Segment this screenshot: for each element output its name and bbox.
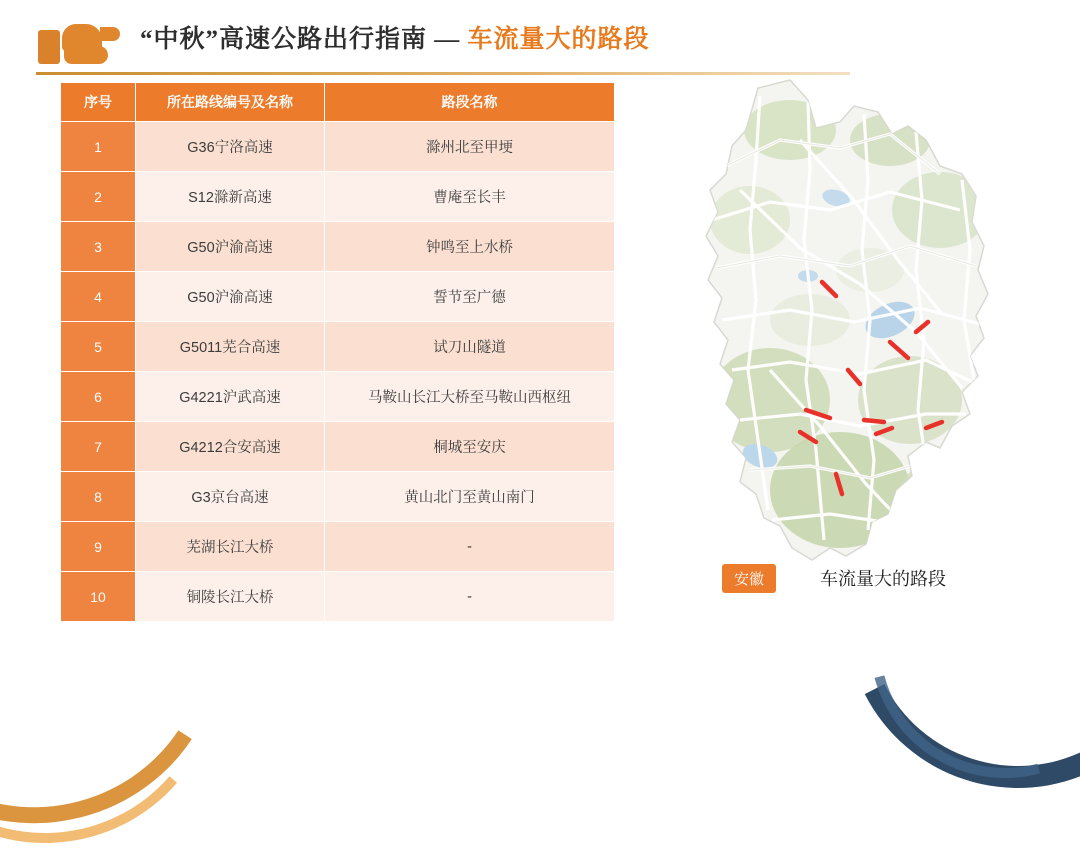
page-title-accent: 车流量大的路段 bbox=[467, 26, 650, 53]
row-route: G3京台高速 bbox=[136, 472, 325, 522]
table-row bbox=[61, 172, 615, 222]
row-index: 4 bbox=[61, 272, 136, 322]
row-section: 誓节至广德 bbox=[325, 272, 615, 322]
row-section: 马鞍山长江大桥至马鞍山西枢纽 bbox=[325, 372, 615, 422]
page-title bbox=[140, 19, 650, 55]
row-index: 3 bbox=[61, 222, 136, 272]
row-section: - bbox=[325, 522, 615, 572]
map-caption: 车流量大的路段 bbox=[820, 569, 946, 589]
traffic-table-container bbox=[60, 82, 605, 622]
pointing-hand-icon bbox=[38, 22, 118, 66]
traffic-table bbox=[60, 82, 615, 622]
anhui-map bbox=[640, 70, 1040, 580]
anhui-map-svg bbox=[640, 70, 1040, 580]
row-route: G36宁洛高速 bbox=[136, 122, 325, 172]
table-row bbox=[61, 222, 615, 272]
row-route: G50沪渝高速 bbox=[136, 272, 325, 322]
table-row bbox=[61, 572, 615, 622]
row-index: 1 bbox=[61, 122, 136, 172]
row-index: 8 bbox=[61, 472, 136, 522]
row-index: 2 bbox=[61, 172, 136, 222]
row-section: 曹庵至长丰 bbox=[325, 172, 615, 222]
page-title-prefix: “中秋”高速公路出行指南 — bbox=[140, 26, 468, 53]
row-section: - bbox=[325, 572, 615, 622]
row-route: G5011芜合高速 bbox=[136, 322, 325, 372]
table-row bbox=[61, 322, 615, 372]
row-route: S12滁新高速 bbox=[136, 172, 325, 222]
row-section: 试刀山隧道 bbox=[325, 322, 615, 372]
row-route: 铜陵长江大桥 bbox=[136, 572, 325, 622]
table-row bbox=[61, 522, 615, 572]
table-row bbox=[61, 122, 615, 172]
table-row bbox=[61, 472, 615, 522]
row-index: 7 bbox=[61, 422, 136, 472]
column-header-route: 所在路线编号及名称 bbox=[136, 83, 325, 122]
column-header-section: 路段名称 bbox=[325, 83, 615, 122]
row-section: 滁州北至甲埂 bbox=[325, 122, 615, 172]
row-index: 9 bbox=[61, 522, 136, 572]
page-header bbox=[0, 14, 1080, 72]
row-section: 钟鸣至上水桥 bbox=[325, 222, 615, 272]
table-header-row bbox=[61, 83, 615, 122]
row-route: G4212合安高速 bbox=[136, 422, 325, 472]
row-route: 芜湖长江大桥 bbox=[136, 522, 325, 572]
row-route: G50沪渝高速 bbox=[136, 222, 325, 272]
table-row bbox=[61, 422, 615, 472]
map-province-badge: 安徽 bbox=[722, 564, 776, 593]
row-index: 5 bbox=[61, 322, 136, 372]
row-index: 10 bbox=[61, 572, 136, 622]
row-route: G4221沪武高速 bbox=[136, 372, 325, 422]
column-header-index: 序号 bbox=[61, 83, 136, 122]
table-row bbox=[61, 272, 615, 322]
row-section: 桐城至安庆 bbox=[325, 422, 615, 472]
table-row bbox=[61, 372, 615, 422]
row-section: 黄山北门至黄山南门 bbox=[325, 472, 615, 522]
row-index: 6 bbox=[61, 372, 136, 422]
